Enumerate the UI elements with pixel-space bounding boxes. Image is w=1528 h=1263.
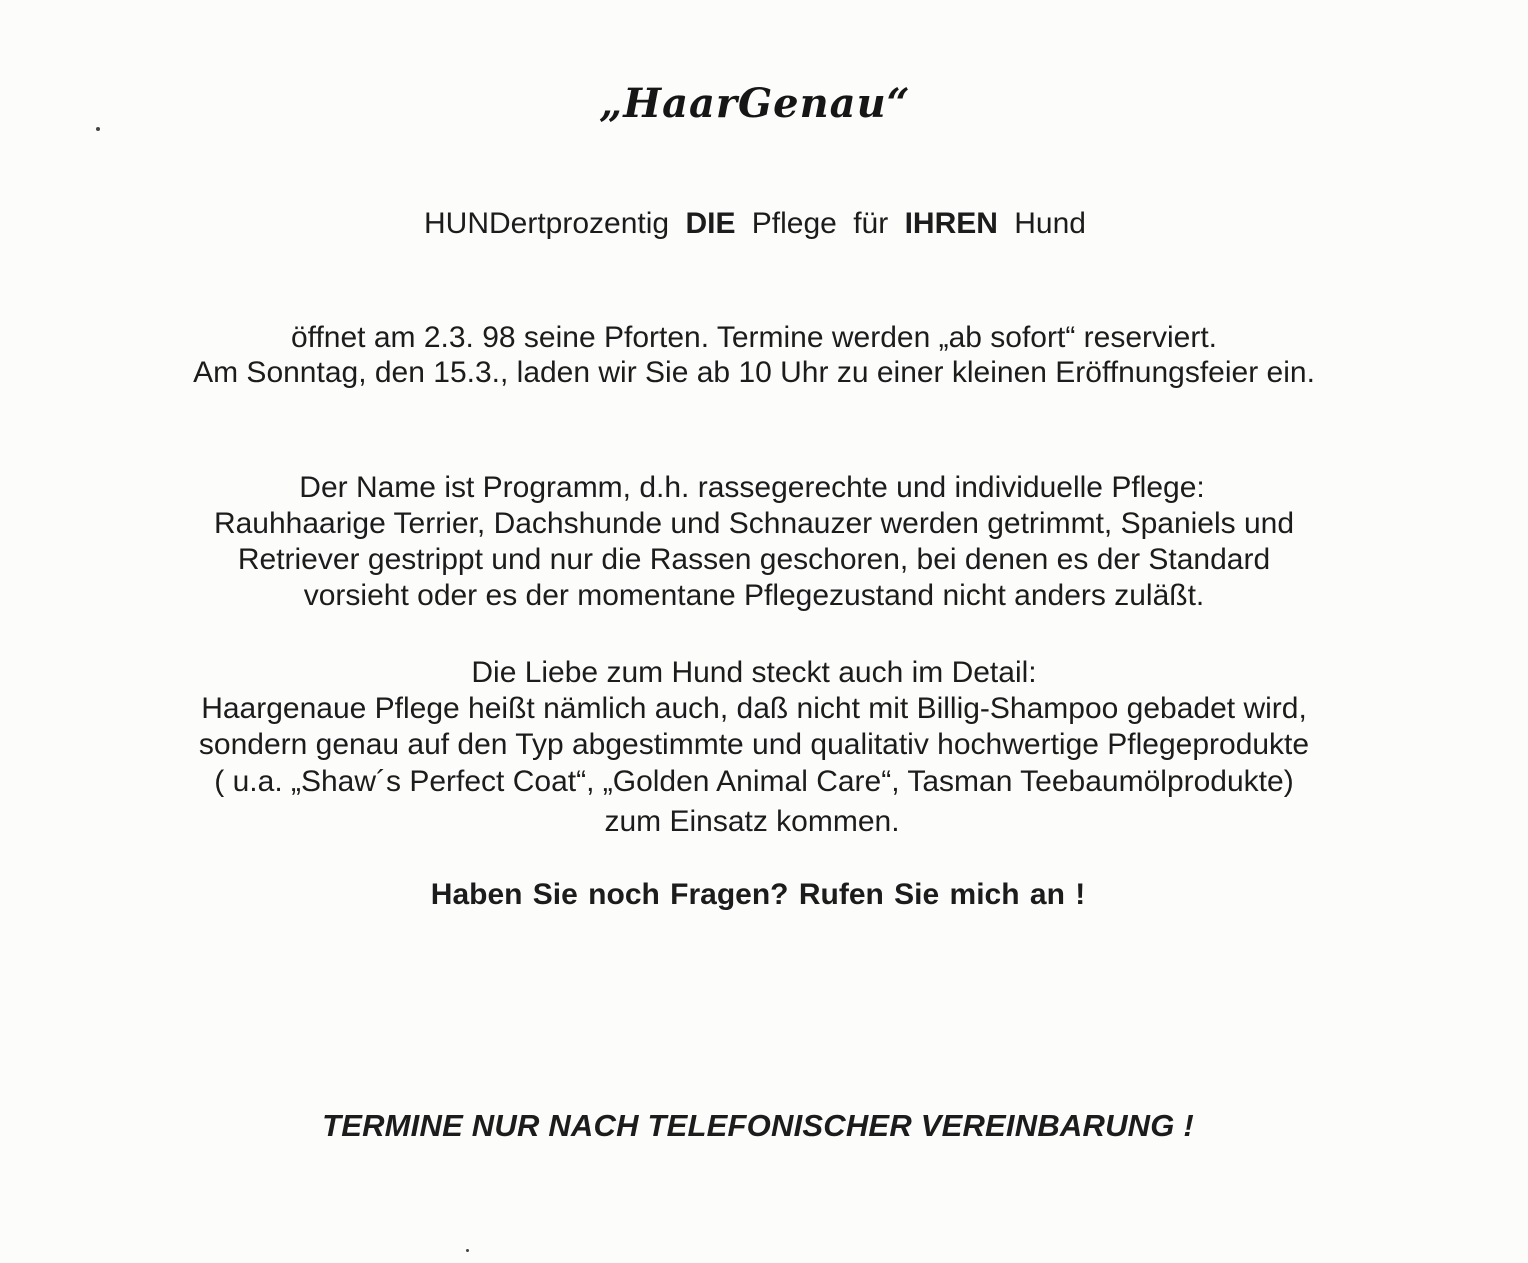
subtitle-word: Hund bbox=[1014, 207, 1086, 240]
scan-speck bbox=[96, 127, 100, 131]
paragraph-line: vorsieht oder es der momentane Pflegezustand nicht anders zuläßt. bbox=[303, 579, 1205, 612]
subtitle-word: Pflege bbox=[751, 207, 837, 240]
paragraph-line: Rauhhaarige Terrier, Dachshunde und Schnauzer werden getrimmt, Spaniels und bbox=[213, 507, 1295, 540]
paragraph-line: Der Name ist Programm, d.h. rassegerechte und individuelle Pflege: bbox=[299, 471, 1205, 504]
paragraph-line: ( u.a. „Shaw´s Perfect Coat“, „Golden Animal Care“, Tasman Teebaumölprodukte) bbox=[214, 765, 1294, 798]
flyer-subtitle bbox=[0, 206, 1510, 242]
subtitle-word: für bbox=[853, 207, 889, 240]
flyer-title: „HaarGenau“ bbox=[599, 80, 911, 127]
paragraph-line: Die Liebe zum Hund steckt auch im Detail: bbox=[471, 656, 1037, 689]
opening-line: Am Sonntag, den 15.3., laden wir Sie ab 10 Uhr zu einer kleinen Eröffnungsfeier ein. bbox=[193, 356, 1315, 389]
question-line: Haben Sie noch Fragen? Rufen Sie mich an ! bbox=[430, 878, 1086, 911]
paragraph-line: sondern genau auf den Typ abgestimmte und qualitativ hochwertige Pflegeprodukte bbox=[198, 728, 1310, 761]
paragraph-line: Retriever gestrippt und nur die Rassen geschoren, bei denen es der Standard bbox=[237, 543, 1271, 576]
subtitle-word-bold: IHREN bbox=[904, 207, 998, 240]
subtitle-word-bold: DIE bbox=[685, 207, 736, 240]
appointment-notice: TERMINE NUR NACH TELEFONISCHER VEREINBARUNG ! bbox=[322, 1108, 1194, 1143]
paragraph-line: Haargenaue Pflege heißt nämlich auch, daß nicht mit Billig-Shampoo gebadet wird, bbox=[201, 692, 1307, 725]
paragraph-line: zum Einsatz kommen. bbox=[604, 805, 900, 838]
opening-line: öffnet am 2.3. 98 seine Pforten. Termine werden „ab sofort“ reserviert. bbox=[290, 321, 1217, 354]
scan-speck bbox=[466, 1249, 469, 1252]
subtitle-word: HUNDertprozentig bbox=[424, 207, 670, 240]
